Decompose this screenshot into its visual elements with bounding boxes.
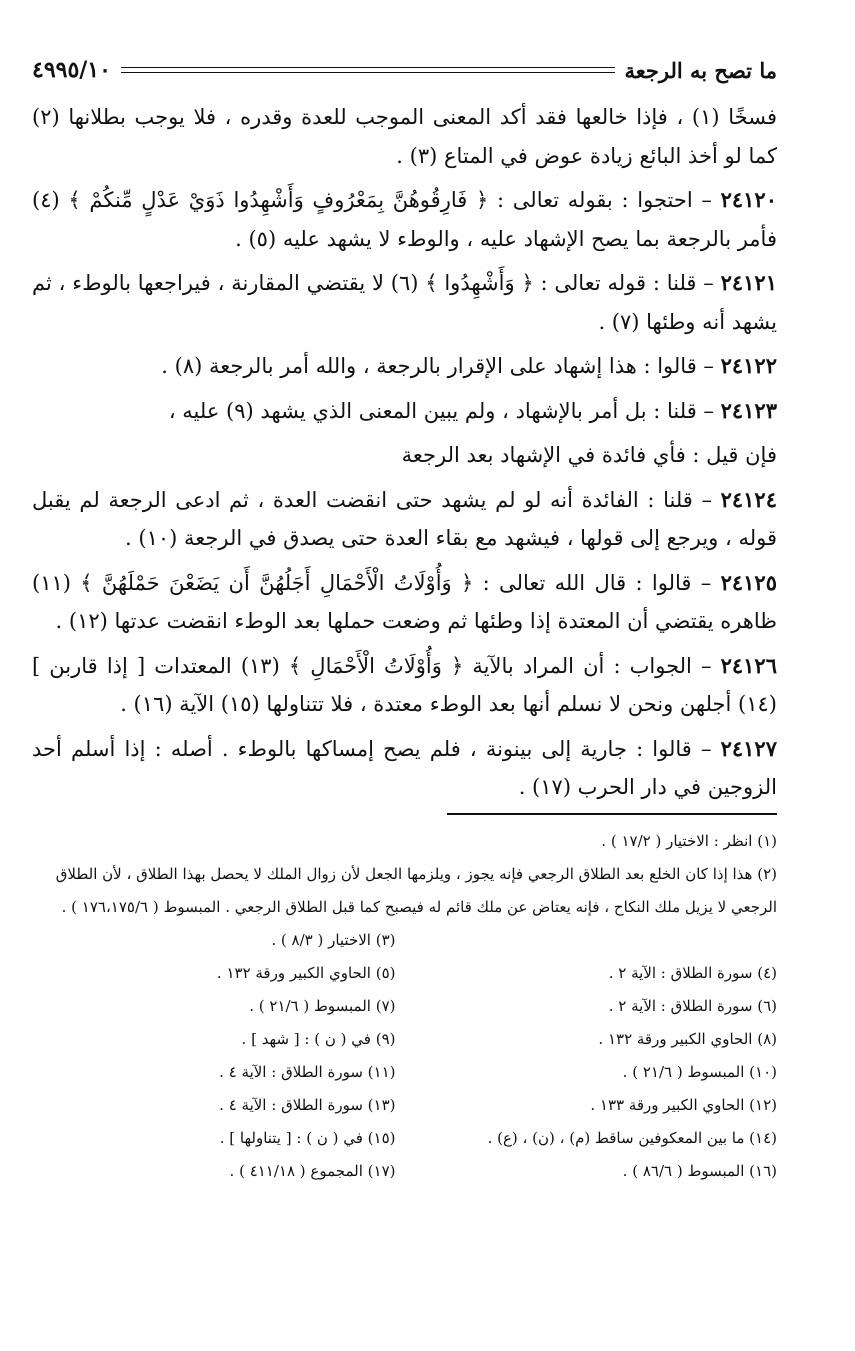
- paragraph-number: ٢٤١٢٣: [720, 397, 777, 423]
- footnote: (١٧) المجموع ( ٤١١/١٨ ) .: [229, 1161, 396, 1180]
- chapter-title: ما تصح به الرجعة: [624, 57, 777, 83]
- paragraph: [32, 481, 777, 558]
- paragraph-text: – احتجوا : بقوله تعالى : ﴿ فَارِقُوهُنَّ بِمَعْرُوفٍ وَأَشْهِدُوا ذَوَيْ عَدْلٍ مِّنكُمْ ﴾ (٤) فأمر بالرجعة بما يصح الإشهاد عليه ، والوطء لا يشهد عليه (٥) .: [32, 188, 777, 251]
- footnote: (١٦) المبسوط ( ٨٦/٦ ) .: [622, 1161, 777, 1180]
- footnote: (١٥) في ( ن ) : [ يتناولها ] .: [219, 1128, 396, 1147]
- paragraph: [32, 730, 777, 807]
- footnote: (١١) سورة الطلاق : الآية ٤ .: [219, 1062, 396, 1081]
- footnotes-full-width: [32, 825, 777, 924]
- footnote: (٨) الحاوي الكبير ورقة ١٣٢ .: [598, 1029, 777, 1048]
- paragraph: [32, 436, 777, 475]
- footnote: (٧) المبسوط ( ٢١/٦ ) .: [249, 996, 396, 1015]
- paragraph-text: – قلنا : بل أمر بالإشهاد ، ولم يبين المعنى الذي يشهد (٩) عليه ،: [168, 398, 721, 423]
- footnote: (١٠) المبسوط ( ٢١/٦ ) .: [622, 1062, 777, 1081]
- footnote: (١٤) ما بين المعكوفين ساقط (م) ، (ن) ، (ع) .: [487, 1128, 777, 1147]
- paragraph: [32, 392, 777, 431]
- paragraph-text: – قلنا : الفائدة أنه لو لم يشهد حتى انقضت العدة ، ثم ادعى الرجعة لم يقبل قوله ، ويرجع إلى قولها ، فيشهد مع بقاء العدة حتى يصدق في الرجعة (١٠) .: [32, 487, 777, 550]
- running-header: [32, 50, 777, 90]
- paragraph: [32, 181, 777, 258]
- header-rule: [121, 67, 615, 73]
- footnote: (١٣) سورة الطلاق : الآية ٤ .: [219, 1095, 396, 1114]
- paragraph-text: – الجواب : أن المراد بالآية ﴿ وَأُوْلَاتُ الْأَحْمَالِ ﴾ (١٣) المعتدات [ إذا قاربن ] (١٤) أجلهن ونحن لا نسلم أنها بعد الوطء معتدة ، فلا تتناولها (١٥) الآية (١٦) .: [32, 653, 777, 716]
- footnote: (١) انظر : الاختيار ( ١٧/٢ ) .: [601, 831, 777, 850]
- paragraph-number: ٢٤١٢٤: [720, 486, 777, 512]
- paragraph-number: ٢٤١٢٥: [720, 569, 777, 595]
- footnote: (١٢) الحاوي الكبير ورقة ١٣٣ .: [590, 1095, 777, 1114]
- footnote: [414, 924, 778, 957]
- paragraph-number: ٢٤١٢٧: [720, 735, 777, 761]
- paragraph: [32, 564, 777, 641]
- footnote: (٣) الاختيار ( ٨/٣ ) .: [271, 930, 396, 949]
- footnote: (٦) سورة الطلاق : الآية ٢ .: [608, 996, 777, 1015]
- footnotes: [32, 825, 777, 1188]
- paragraph-text: – قلنا : قوله تعالى : ﴿ وَأَشْهِدُوا ﴾ (٦) لا يقتضي المقارنة ، فيراجعها بالوطء ، ثم يشهد أنه وطئها (٧) .: [32, 271, 777, 334]
- page-number: ٤٩٩٥/١٠: [32, 57, 111, 83]
- paragraph-text: – قالوا : قال الله تعالى : ﴿ وَأُوْلَاتُ الْأَحْمَالِ أَجَلُهُنَّ أَن يَضَعْنَ حَمْلَهُنَّ ﴾ (١١) ظاهره يقتضي أن المعتدة إذا وطئها ثم وضعت حملها بعد الوطء انقضت عدتها (١٢) .: [32, 570, 777, 633]
- paragraph: [32, 98, 777, 175]
- paragraph-text: فإن قيل : فأي فائدة في الإشهاد بعد الرجعة: [401, 443, 777, 467]
- footnote: (٤) سورة الطلاق : الآية ٢ .: [608, 963, 777, 982]
- main-text: [32, 98, 777, 807]
- paragraph-number: ٢٤١٢١: [720, 270, 777, 295]
- paragraph-text: – قالوا : جارية إلى بينونة ، فلم يصح إمساكها بالوطء . أصله : إذا أسلم أحد الزوجين في دار الحرب (١٧) .: [32, 736, 777, 799]
- paragraph: [32, 347, 777, 386]
- paragraph-text: – قالوا : هذا إشهاد على الإقرار بالرجعة ، والله أمر بالرجعة (٨) .: [161, 354, 721, 378]
- footnotes-two-column: [32, 924, 777, 1188]
- paragraph-number: ٢٤١٢٢: [720, 353, 777, 378]
- paragraph: [32, 264, 777, 341]
- paragraph-text: فسخًا (١) ، فإذا خالعها فقد أكد المعنى الموجب للعدة وقدره ، فلا يوجب بطلانها (٢) كما لو أخذ البائع زيادة عوض في المتاع (٣) .: [32, 105, 777, 168]
- paragraph-number: ٢٤١٢٦: [720, 652, 777, 678]
- paragraph: [32, 647, 777, 724]
- paragraph-number: ٢٤١٢٠: [720, 187, 777, 212]
- footnote: (٢) هذا إذا كان الخلع بعد الطلاق الرجعي فإنه يجوز ، ويلزمها الجعل لأن زوال الملك لا يحصل بهذا الطلاق ، لأن الطلاق الرجعي لا يزيل ملك النكاح ، فإنه يعتاض عن ملك قائم له فيصبح كما قبل الطلاق الرجعي . المبسوط ( ١٧٦،١٧٥/٦ ) .: [55, 864, 777, 916]
- footnote-divider: [447, 813, 777, 815]
- footnote: (٥) الحاوي الكبير ورقة ١٣٢ .: [216, 963, 396, 982]
- footnote: (٩) في ( ن ) : [ شهد ] .: [241, 1029, 396, 1048]
